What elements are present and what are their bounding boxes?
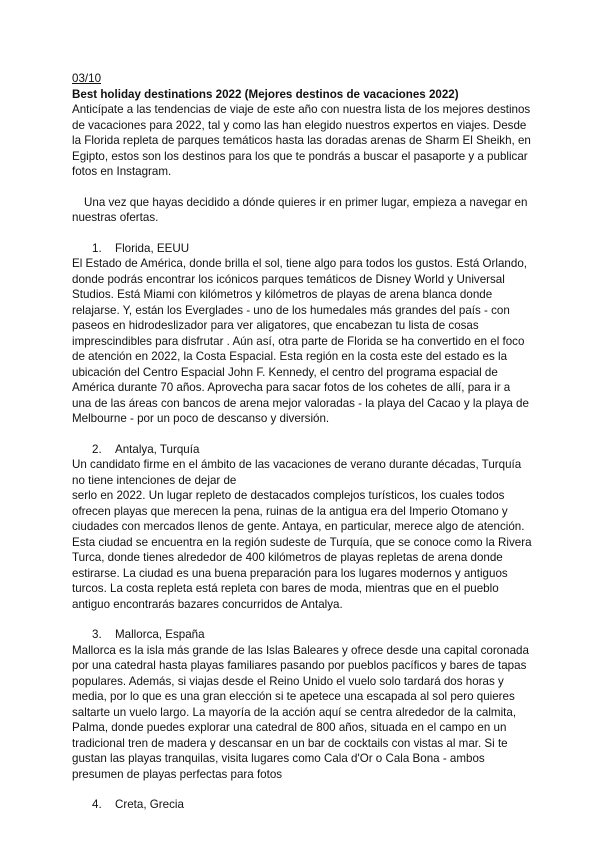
destination-name: Mallorca, España <box>115 628 205 641</box>
list-number: 2. <box>92 442 102 456</box>
paragraph-gap <box>72 180 532 195</box>
destination-text-mallorca: Mallorca es la isla más grande de las Islas Baleares y ofrece desde una capital coronada por una catedral hasta playas familiares pasando por pueblos pacíficos y bares de tapas populares. Además, si viajas desde el Reino Unido el vuelo solo tardará dos horas y media, por lo que es una gran elección si te apetece una escapada al sol pero quieres saltarte un vuelo largo. La mayoría de la acción aquí se centra alrededor de la calmita, Palma, donde puedes explorar una catedral de 800 años, situada en el campo en un tradicional tren de madera y descansar en un bar de cocktails con vistas al mar. Si te gustan las playas tranquilas, visita lugares como Cala d'Or o Cala Bona - ambos presumen de playas perfectas para fotos <box>72 643 529 781</box>
destination-name: Creta, Grecia <box>115 798 184 811</box>
document-body <box>72 71 532 813</box>
offers-paragraph: Una vez que hayas decidido a dónde quieres ir en primer lugar, empieza a navegar en nuestras ofertas. <box>72 195 528 224</box>
destination-heading-antalya <box>72 442 532 458</box>
destination-text-antalya-line1: Un candidato firme en el ámbito de las vacaciones de verano durante décadas, Turquía no tiene intenciones de dejar de <box>72 458 522 487</box>
destination-text-florida: El Estado de América, donde brilla el sol, tiene algo para todos los gustos. Está Orlando, donde podrás encontrar los icónicos parques temáticos de Disney World y Universal Studios. Está Miami con kilómetros y kilómetros de playas de arena blanca donde relajarse. Y, están los Everglades - uno de los humedales más grandes del país - con paseos en hidrodeslizador para ver aligatores, que encabezan tu lista de cosas imprescindibles para disfrutar . Aún así, otra parte de Florida se ha convertido en el foco de atención en 2022, la Costa Espacial. Esta región en la costa este del estado es la ubicación del Centro Espacial John F. Kennedy, el centro del programa espacial de América durante 70 años. Aprovecha para sacar fotos de los cohetes de allí, para ir a una de las áreas con bancos de arena mejor valoradas - la playa del Cacao y la playa de Melbourne - por un poco de descanso y diversión. <box>72 257 529 425</box>
destination-name: Florida, EEUU <box>115 241 190 255</box>
destination-heading-florida <box>72 241 532 257</box>
page-number: 03/10 <box>72 72 102 85</box>
list-number: 1. <box>92 241 102 255</box>
destination-heading-creta <box>72 797 532 813</box>
destination-text-antalya-line2: serlo en 2022. Un lugar repleto de destacados complejos turísticos, los cuales todos ofrecen playas que merecen la pena, ruinas de la antigua era del Imperio Otomano y ciudades con mercados llenos de gente. Antaya, en particular, merece algo de atención. Esta ciudad se encuentra en la región sudeste de Turquía, que se conoce como la Rivera Turca, donde tienes alrededor de 400 kilómetros de playas repletas de arena donde estirarse. La ciudad es una buena preparación para los lugares modernos y antiguos turcos. La costa repleta está repleta con bares de moda, mientras que en el pueblo antiguo encontrarás bazares concurridos de Antalya. <box>72 489 532 611</box>
destination-heading-mallorca <box>72 627 532 643</box>
destination-name: Antalya, Turquía <box>115 442 200 456</box>
list-number: 3. <box>92 628 102 641</box>
list-number: 4. <box>92 798 102 811</box>
intro-paragraph: Anticípate a las tendencias de viaje de este año con nuestra lista de los mejores destinos de vacaciones para 2022, tal y como las han elegido nuestros expertos en viajes. Desde la Florida repleta de parques temáticos hasta las doradas arenas de Sharm El Sheikh, en Egipto, estos son los destinos para los que te pondrás a buscar el pasaporte y a publicar fotos en Instagram. <box>72 103 531 178</box>
document-title: Best holiday destinations 2022 (Mejores destinos de vacaciones 2022) <box>72 87 459 101</box>
